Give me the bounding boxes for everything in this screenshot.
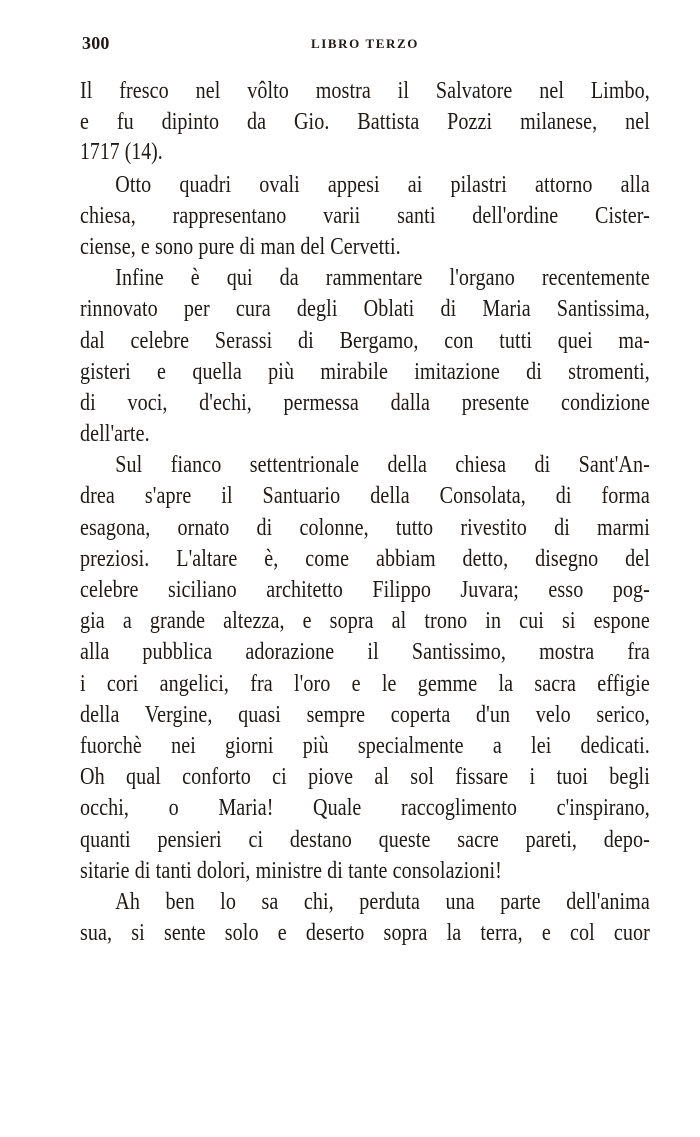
text-line: preziosi. L'altare è, come abbiam detto, disegno del — [80, 544, 650, 572]
page-header — [82, 33, 648, 59]
text-line: Il fresco nel vôlto mostra il Salvatore nel Limbo, — [80, 77, 650, 104]
text-line: i cori angelici, fra l'oro e le gemme la sacra effigie — [80, 669, 650, 697]
text-line: della Vergine, quasi sempre coperta d'un velo serico, — [80, 700, 650, 728]
text-line: chiesa, rappresentano varii santi dell'ordine Cister- — [80, 201, 650, 229]
text-line: Infine è qui da rammentare l'organo recentemente — [115, 264, 650, 292]
text-line: Sul fianco settentrionale della chiesa di Sant'An- — [115, 451, 650, 479]
text-line: 1717 (14). — [80, 139, 163, 166]
text-line: occhi, o Maria! Quale raccoglimento c'inspirano, — [80, 794, 650, 822]
text-line: alla pubblica adorazione il Santissimo, mostra fra — [80, 638, 650, 666]
text-line: gisteri e quella più mirabile imitazione di stromenti, — [80, 357, 650, 385]
text-line: sitarie di tanti dolori, ministre di tante consolazioni! — [80, 856, 502, 884]
page-number: 300 — [82, 33, 110, 53]
text-line: fuorchè nei giorni più specialmente a lei dedicati. — [80, 731, 650, 759]
text-line: ciense, e sono pure di man del Cervetti. — [80, 232, 401, 260]
text-line: celebre siciliano architetto Filippo Juvara; esso pog- — [80, 576, 650, 603]
text-line: Ah ben lo sa chi, perduta una parte dell'anima — [115, 887, 650, 915]
text-line: e fu dipinto da Gio. Battista Pozzi milanese, nel — [80, 108, 650, 136]
body-text — [80, 75, 650, 948]
text-line: rinnovato per cura degli Oblati di Maria Santissima, — [80, 295, 650, 323]
text-line: gia a grande altezza, e sopra al trono in cui si espone — [80, 607, 650, 635]
text-line: dal celebre Serassi di Bergamo, con tutti quei ma- — [80, 326, 650, 354]
text-line: dell'arte. — [80, 420, 150, 448]
text-line: Otto quadri ovali appesi ai pilastri attorno alla — [115, 170, 650, 198]
running-title: LIBRO TERZO — [310, 36, 420, 51]
text-line: Oh qual conforto ci piove al sol fissare i tuoi begli — [80, 763, 650, 791]
text-line: quanti pensieri ci destano queste sacre pareti, depo- — [80, 825, 650, 853]
text-line: di voci, d'echi, permessa dalla presente condizione — [80, 388, 650, 416]
text-line: drea s'apre il Santuario della Consolata, di forma — [80, 482, 650, 510]
text-line: esagona, ornato di colonne, tutto rivestito di marmi — [80, 513, 650, 541]
text-line: sua, si sente solo e deserto sopra la terra, e col cuor — [80, 919, 650, 947]
